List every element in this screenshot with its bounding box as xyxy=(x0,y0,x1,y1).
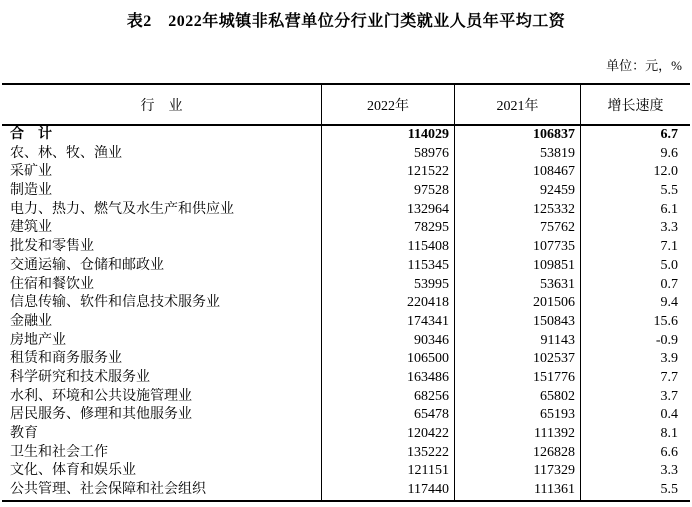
wage-2021-cell: 111392 xyxy=(455,425,581,444)
industry-cell: 公共管理、社会保障和社会组织 xyxy=(2,481,322,500)
wage-2021-cell: 111361 xyxy=(455,481,581,500)
wage-2021-cell: 109851 xyxy=(455,257,581,276)
growth-rate-cell: 9.6 xyxy=(660,145,678,161)
wage-2022-cell: 121151 xyxy=(322,462,455,481)
wage-2021-cell: 106837 xyxy=(455,126,581,145)
wage-2021-cell: 53631 xyxy=(455,276,581,295)
industry-cell: 科学研究和技术服务业 xyxy=(2,369,322,388)
wage-2021-cell: 65802 xyxy=(455,388,581,407)
wage-2022-cell: 65478 xyxy=(322,406,455,425)
wage-2021-cell: 117329 xyxy=(455,462,581,481)
industry-cell: 合 计 xyxy=(2,126,322,145)
wage-2022-cell: 120422 xyxy=(322,425,455,444)
table-row xyxy=(2,276,690,295)
industry-cell: 制造业 xyxy=(2,182,322,201)
wage-2022-cell: 106500 xyxy=(322,350,455,369)
table-row xyxy=(2,219,690,238)
industry-cell: 教育 xyxy=(2,425,322,444)
wage-2022-cell: 135222 xyxy=(322,444,455,463)
col-header-2021: 2021年 xyxy=(455,85,581,124)
growth-rate-cell: 6.6 xyxy=(660,444,678,460)
growth-rate-cell: 3.3 xyxy=(660,463,678,479)
table-row xyxy=(2,201,690,220)
wage-2021-cell: 201506 xyxy=(455,294,581,313)
table-row xyxy=(2,182,690,201)
growth-rate-cell: 5.5 xyxy=(660,183,678,199)
table-row xyxy=(2,481,690,500)
table-row xyxy=(2,332,690,351)
col-header-2022: 2022年 xyxy=(322,85,455,124)
industry-cell: 农、林、牧、渔业 xyxy=(2,145,322,164)
growth-rate-cell: 5.5 xyxy=(660,482,678,498)
wage-2022-cell: 68256 xyxy=(322,388,455,407)
industry-cell: 住宿和餐饮业 xyxy=(2,276,322,295)
wage-2021-cell: 92459 xyxy=(455,182,581,201)
table-row xyxy=(2,462,690,481)
growth-rate-cell: 5.0 xyxy=(660,257,678,273)
industry-cell: 建筑业 xyxy=(2,219,322,238)
table-row xyxy=(2,388,690,407)
growth-rate-cell: 0.4 xyxy=(660,407,678,423)
col-header-growth: 增长速度 xyxy=(607,98,664,114)
industry-cell: 电力、热力、燃气及水生产和供应业 xyxy=(2,201,322,220)
wage-2022-cell: 117440 xyxy=(322,481,455,500)
wage-2021-cell: 150843 xyxy=(455,313,581,332)
wage-2021-cell: 65193 xyxy=(455,406,581,425)
wage-2021-cell: 102537 xyxy=(455,350,581,369)
growth-rate-cell: 3.9 xyxy=(660,351,678,367)
table-row xyxy=(2,425,690,444)
wage-2022-cell: 53995 xyxy=(322,276,455,295)
growth-rate-cell: 3.3 xyxy=(660,220,678,236)
wage-2022-cell: 132964 xyxy=(322,201,455,220)
wage-2022-cell: 121522 xyxy=(322,163,455,182)
table-row xyxy=(2,163,690,182)
wage-2022-cell: 97528 xyxy=(322,182,455,201)
wage-2022-cell: 58976 xyxy=(322,145,455,164)
wage-2022-cell: 174341 xyxy=(322,313,455,332)
industry-cell: 采矿业 xyxy=(2,163,322,182)
wage-2021-cell: 125332 xyxy=(455,201,581,220)
wage-2021-cell: 75762 xyxy=(455,219,581,238)
growth-rate-cell: 3.7 xyxy=(660,388,678,404)
wage-table xyxy=(2,83,690,502)
growth-rate-cell: 7.7 xyxy=(660,369,678,385)
industry-cell: 交通运输、仓储和邮政业 xyxy=(2,257,322,276)
wage-2021-cell: 108467 xyxy=(455,163,581,182)
growth-rate-cell: 6.7 xyxy=(660,127,678,142)
table-row xyxy=(2,145,690,164)
wage-2022-cell: 220418 xyxy=(322,294,455,313)
table-row xyxy=(2,444,690,463)
table-row xyxy=(2,294,690,313)
table-title: 表2 2022年城镇非私营单位分行业门类就业人员年平均工资 xyxy=(126,13,566,30)
table-row xyxy=(2,238,690,257)
col-header-industry: 行 业 xyxy=(2,85,322,124)
industry-cell: 金融业 xyxy=(2,313,322,332)
wage-2022-cell: 78295 xyxy=(322,219,455,238)
wage-2022-cell: 115345 xyxy=(322,257,455,276)
growth-rate-cell: 7.1 xyxy=(660,239,678,255)
growth-rate-cell: 6.1 xyxy=(660,201,678,217)
growth-rate-cell: 9.4 xyxy=(660,295,678,311)
industry-cell: 批发和零售业 xyxy=(2,238,322,257)
industry-cell: 信息传输、软件和信息技术服务业 xyxy=(2,294,322,313)
industry-cell: 水利、环境和公共设施管理业 xyxy=(2,388,322,407)
table-row xyxy=(2,257,690,276)
growth-rate-cell: 0.7 xyxy=(660,276,678,292)
unit-note: 单位：元，% xyxy=(606,58,682,73)
wage-2021-cell: 91143 xyxy=(455,332,581,351)
wage-2021-cell: 126828 xyxy=(455,444,581,463)
growth-rate-cell: -0.9 xyxy=(655,332,678,348)
table-row xyxy=(2,406,690,425)
wage-2022-cell: 163486 xyxy=(322,369,455,388)
industry-cell: 居民服务、修理和其他服务业 xyxy=(2,406,322,425)
growth-rate-cell: 8.1 xyxy=(660,426,678,441)
wage-2022-cell: 90346 xyxy=(322,332,455,351)
wage-2021-cell: 53819 xyxy=(455,145,581,164)
industry-cell: 卫生和社会工作 xyxy=(2,444,322,463)
growth-rate-cell: 12.0 xyxy=(653,164,678,180)
table-row xyxy=(2,369,690,388)
table-row xyxy=(2,313,690,332)
table-body xyxy=(2,126,690,500)
industry-cell: 房地产业 xyxy=(2,332,322,351)
wage-2021-cell: 107735 xyxy=(455,238,581,257)
growth-rate-cell: 15.6 xyxy=(653,313,678,329)
table-row xyxy=(2,126,690,145)
industry-cell: 文化、体育和娱乐业 xyxy=(2,462,322,481)
wage-2022-cell: 115408 xyxy=(322,238,455,257)
wage-2021-cell: 151776 xyxy=(455,369,581,388)
table-row xyxy=(2,350,690,369)
industry-cell: 租赁和商务服务业 xyxy=(2,350,322,369)
wage-2022-cell: 114029 xyxy=(322,126,455,145)
table-header-row xyxy=(2,85,690,126)
